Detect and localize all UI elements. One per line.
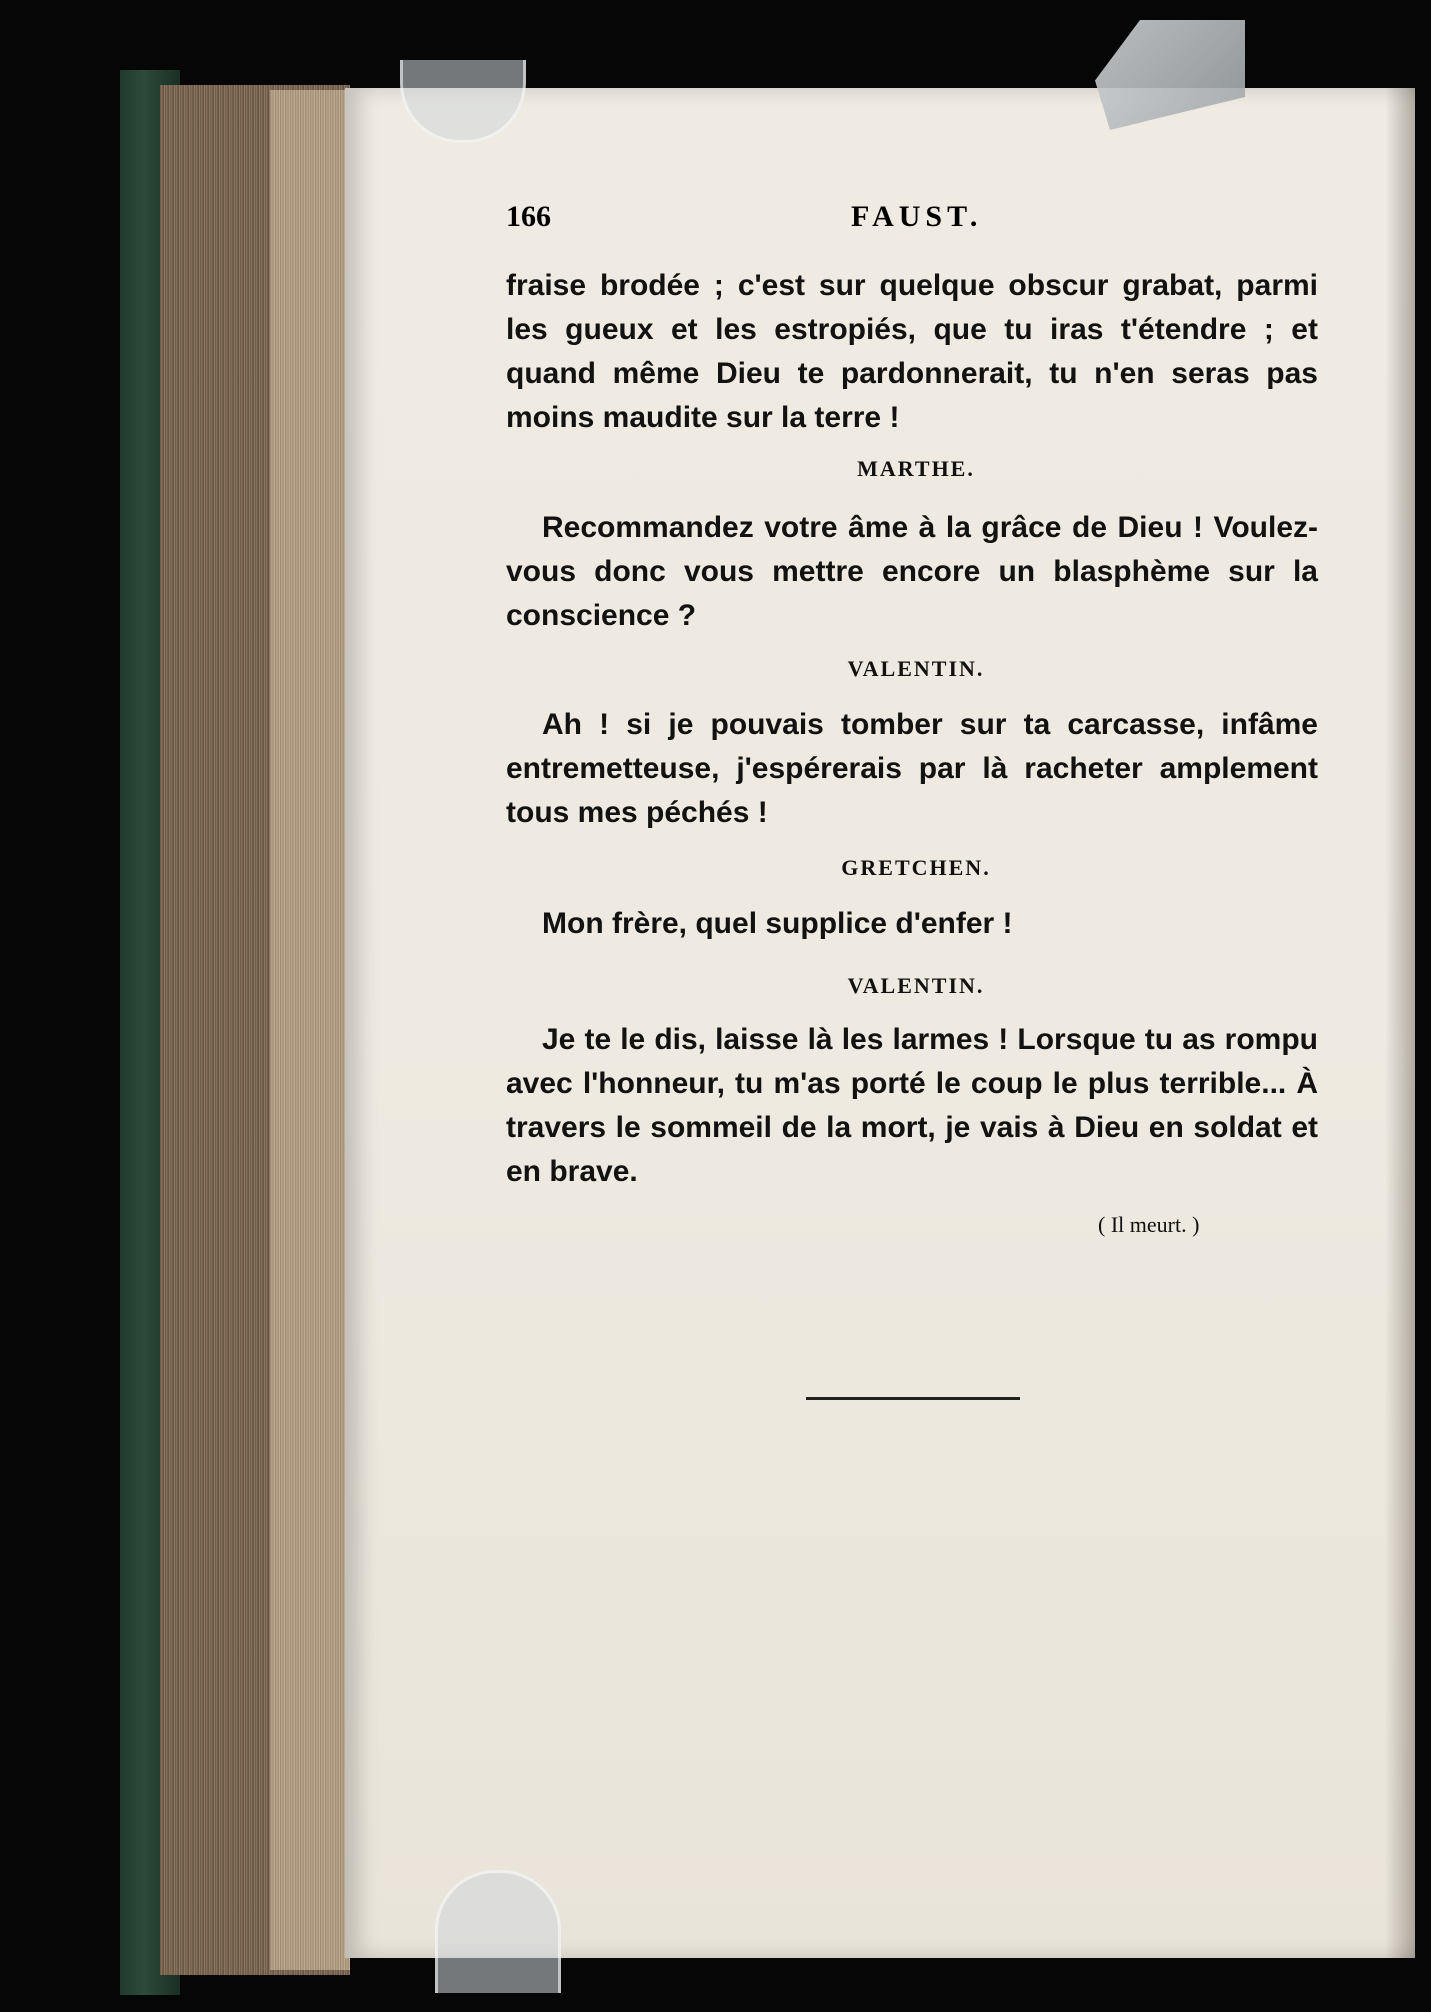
paragraph-4-text: Mon frère, quel supplice d'enfer ! bbox=[542, 907, 1013, 940]
end-rule bbox=[806, 1397, 1020, 1400]
paragraph-1 bbox=[506, 264, 1318, 440]
page-clip-bottom bbox=[435, 1870, 561, 1993]
paragraph-2-text: Recommandez votre âme à la grâce de Dieu ! Voulez-vous donc vous mettre encore un blasphème sur la conscience ? bbox=[506, 511, 1318, 632]
paragraph-2 bbox=[506, 506, 1318, 638]
paragraph-5 bbox=[506, 1018, 1318, 1194]
running-head: FAUST. bbox=[851, 200, 983, 233]
page-number: 166 bbox=[506, 200, 551, 233]
speaker-valentin-2: VALENTIN. bbox=[847, 973, 985, 998]
paragraph-3-text: Ah ! si je pouvais tomber sur ta carcasse, infâme entremetteuse, j'espérerais par là racheter amplement tous mes péchés ! bbox=[506, 708, 1318, 829]
page-gutter-shadow bbox=[1385, 88, 1415, 1958]
paragraph-1-text: fraise brodée ; c'est sur quelque obscur grabat, parmi les gueux et les estropiés, que tu iras t'étendre ; et quand même Dieu te pardonnerait, tu n'en seras pas moins maudite sur la terre ! bbox=[506, 269, 1318, 434]
stage-direction: ( Il meurt. ) bbox=[1098, 1212, 1200, 1237]
speaker-valentin-1: VALENTIN. bbox=[847, 656, 985, 681]
speaker-marthe: MARTHE. bbox=[857, 456, 975, 481]
speaker-gretchen: GRETCHEN. bbox=[841, 855, 991, 880]
page-block-edge-inner bbox=[270, 90, 350, 1970]
paragraph-4 bbox=[506, 902, 1318, 946]
paragraph-3 bbox=[506, 703, 1318, 835]
paragraph-5-text: Je te le dis, laisse là les larmes ! Lorsque tu as rompu avec l'honneur, tu m'as porté le coup le plus terrible... À travers le sommeil de la mort, je vais à Dieu en soldat et en brave. bbox=[506, 1023, 1318, 1188]
page-header bbox=[506, 200, 1326, 246]
